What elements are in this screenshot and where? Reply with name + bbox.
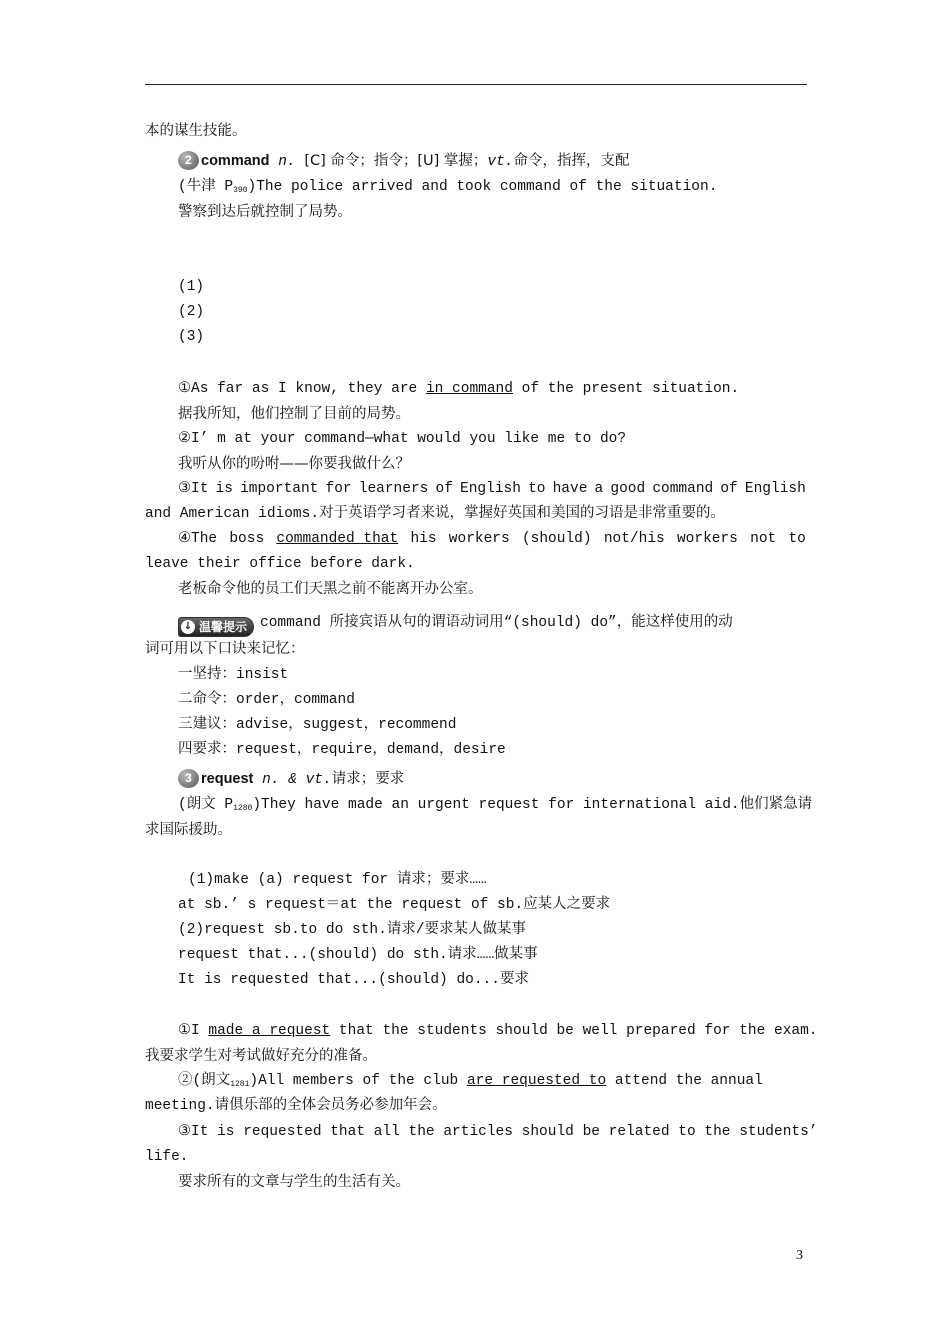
phrase-1: (1)make (a) request for 请求；要求…… [188,872,487,888]
word: English [460,481,521,497]
continued-text: 本的谋生技能。 [145,123,247,139]
number-badge-icon: 2 [178,151,199,170]
example-1: ①I made a request that the students should be well prepared for the exam. [178,1023,818,1039]
rule-3: 三建议：advise，suggest，recommend [178,717,457,733]
tip-line-1: ↓ 温馨提示 command 所接宾语从句的谓语动词用“(should) do”，能这样使用的动 [178,613,733,637]
source-example: (朗文 $P_{1280})They$ have made an urgent request for international aid.他们紧急请 [178,797,813,813]
phrase-5: It is requested that...(should) do...要求 [178,972,529,988]
blank-2: (2) [178,304,205,320]
entry-command-heading: 2 command n. [C] 命令；指令；[U] 掌握；vt.命令，指挥，支配 [178,151,630,172]
word: command [652,481,714,497]
rule-4: 四要求：request，require，demand，desire [178,742,506,758]
example-4-line2: leave their office before dark. [145,556,415,572]
page-number: 3 [796,1248,803,1263]
headword: command [201,153,270,169]
word: learners [358,481,429,497]
word: of [720,481,738,497]
example-1-translation: 据我所知，他们控制了目前的局势。 [178,406,410,422]
example-3-line2: life. [145,1149,189,1165]
word: important [240,481,319,497]
phrase-2: at sb.’ s request＝at the request of sb.应某人之要求 [178,897,611,913]
word: a [594,481,604,497]
down-arrow-icon: ↓ [181,620,195,634]
example-2: ②(朗文$_{1281}$)All members of the club are requested to attend the annual [178,1073,763,1089]
tip-badge: ↓ 温馨提示 [178,617,254,637]
word: good [610,481,646,497]
word: English [744,481,806,497]
rule-2: 二命令：order，command [178,692,355,708]
word: for [325,481,352,497]
example-2-translation: 我听从你的吩咐——你要我做什么？ [178,456,410,472]
example-3-translation: 要求所有的文章与学生的生活有关。 [178,1174,410,1190]
blank-3: (3) [178,329,205,345]
blank-1: (1) [178,279,205,295]
example-4: ④The boss commanded that his workers (should) not/his workers not to [178,531,806,547]
word: of [435,481,453,497]
phrase-3: (2)request sb.to do sth.请求/要求某人做某事 [178,922,527,938]
example-1: ①As far as I know, they are in command of the present situation. [178,381,740,397]
example-3 [178,479,806,499]
word: ③It [178,481,209,497]
word: to [528,481,546,497]
word: is [215,481,233,497]
source-example-line2: 求国际援助。 [145,822,232,838]
number-badge-icon: 3 [178,769,199,788]
source-translation: 警察到达后就控制了局势。 [178,204,352,220]
tip-line-2: 词可用以下口诀来记忆： [145,642,305,658]
phrase-4: request that...(should) do sth.请求……做某事 [178,947,538,963]
example-2-line2: meeting.请俱乐部的全体会员务必参加年会。 [145,1098,447,1114]
entry-request-heading: 3 request n. & vt.请求；要求 [178,769,404,790]
example-3: ③It is requested that all the articles should be related to the students’ [178,1124,818,1140]
example-2: ②I’ m at your command—what would you like me to do? [178,431,627,447]
source-example: (牛津 $P_{390})The$ police arrived and took command of the situation. [178,179,718,195]
rule-1: 一坚持：insist [178,667,289,683]
headword: request [201,771,254,787]
header-rule [145,84,807,85]
word: have [552,481,588,497]
example-4-translation: 老板命令他的员工们天黑之前不能离开办公室。 [178,581,483,597]
example-3-line2: and American idioms.对于英语学习者来说，掌握好英国和美国的习语是非常重要的。 [145,506,726,522]
example-1-translation: 我要求学生对考试做好充分的准备。 [145,1048,377,1064]
